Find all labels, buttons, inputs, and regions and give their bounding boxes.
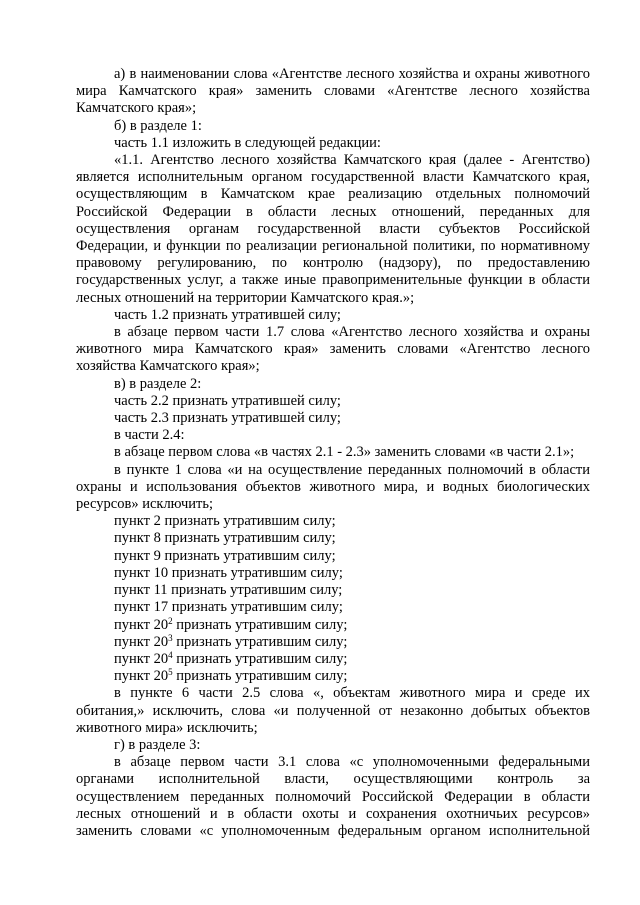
paragraph-g: г) в разделе 3: xyxy=(114,736,201,753)
item-prefix: пункт 20 xyxy=(114,616,169,633)
superscript: 5 xyxy=(168,667,173,678)
paragraph-punkt-20-2 xyxy=(76,617,590,634)
paragraph-quote-1-1: «1.1. Агентство лесного хозяйства Камчатского края (далее - Агентство) является исполнительным органом государственной власти Камчатского края, осуществляющим в Камчатском крае реализацию отдельных полномочий Российской Федерации в области лесных отношений, переданных для осуществления органам государственной власти субъектов Российской Федерации, и функции по реализации региональной политики, по нормативному правовому регулированию, по контролю (надзору), по предоставлению государственных услуг, а также иные правоприменительные функции в области лесных отношений на территории Камчатского края.»; xyxy=(76,152,590,306)
paragraph-a: а) в наименовании слова «Агентстве лесного хозяйства и охраны животного мира Камчатского края» заменить словами «Агентстве лесного хозяйства Камчатского края»; xyxy=(76,66,590,117)
paragraph-abzac-first: в абзаце первом слова «в частях 2.1 - 2.3» заменить словами «в части 2.1»; xyxy=(114,444,575,461)
item-prefix: пункт 20 xyxy=(114,668,169,685)
item-suffix: признать утратившим силу; xyxy=(172,616,348,633)
paragraph-punkt-10: пункт 10 признать утратившим силу; xyxy=(114,564,343,581)
paragraph-punkt-2: пункт 2 признать утратившим силу; xyxy=(114,513,336,530)
item-prefix: пункт 20 xyxy=(114,650,169,667)
item-prefix: пункт 20 xyxy=(114,633,169,650)
document-body xyxy=(76,66,590,840)
superscript: 2 xyxy=(168,615,173,626)
paragraph-punkt-6-part-2-5: в пункте 6 части 2.5 слова «, объектам животного мира и среде их обитания,» исключить, слова «и полученной от незаконно добытых объектов животного мира» исключить; xyxy=(76,685,590,736)
paragraph-part-1-7: в абзаце первом части 1.7 слова «Агентство лесного хозяйства и охраны животного мира Камчатского края» заменить словами «Агентство лесного хозяйства Камчатского края»; xyxy=(76,324,590,375)
paragraph-punkt-20-3 xyxy=(76,634,590,651)
paragraph-b: б) в разделе 1: xyxy=(114,117,202,134)
paragraph-part-2-3: часть 2.3 признать утратившей силу; xyxy=(114,410,341,427)
paragraph-punkt-20-4 xyxy=(76,651,590,668)
paragraph-part-3-1: в абзаце первом части 3.1 слова «с уполномоченными федеральными органами исполнительной власти, осуществляющими контроль за осуществлением переданных полномочий Российской Федерации в области лесных отношений и в области охоты и сохранения охотничьих ресурсов» заменить словами «с уполномоченным федеральным органом исполнительной xyxy=(76,754,590,839)
paragraph-punkt-1: в пункте 1 слова «и на осуществление переданных полномочий в области охраны и использования объектов животного мира, и водных биологических ресурсов» исключить; xyxy=(76,461,590,513)
superscript: 3 xyxy=(168,632,173,643)
paragraph-punkt-20-5 xyxy=(76,668,590,685)
paragraph-v: в) в разделе 2: xyxy=(114,375,202,392)
paragraph-part-2-4: в части 2.4: xyxy=(114,427,185,444)
paragraph-punkt-8: пункт 8 признать утратившим силу; xyxy=(114,530,336,547)
paragraph-punkt-11: пункт 11 признать утратившим силу; xyxy=(114,582,343,599)
item-suffix: признать утратившим силу; xyxy=(172,633,348,650)
superscript: 4 xyxy=(168,649,173,660)
item-suffix: признать утратившим силу; xyxy=(172,668,348,685)
paragraph-part-1-1: часть 1.1 изложить в следующей редакции: xyxy=(114,134,381,151)
paragraph-part-2-2: часть 2.2 признать утратившей силу; xyxy=(114,392,341,409)
paragraph-punkt-17: пункт 17 признать утратившим силу; xyxy=(114,599,343,616)
item-suffix: признать утратившим силу; xyxy=(172,650,348,667)
paragraph-punkt-9: пункт 9 признать утратившим силу; xyxy=(114,547,336,564)
paragraph-part-1-2: часть 1.2 признать утратившей силу; xyxy=(114,306,341,323)
